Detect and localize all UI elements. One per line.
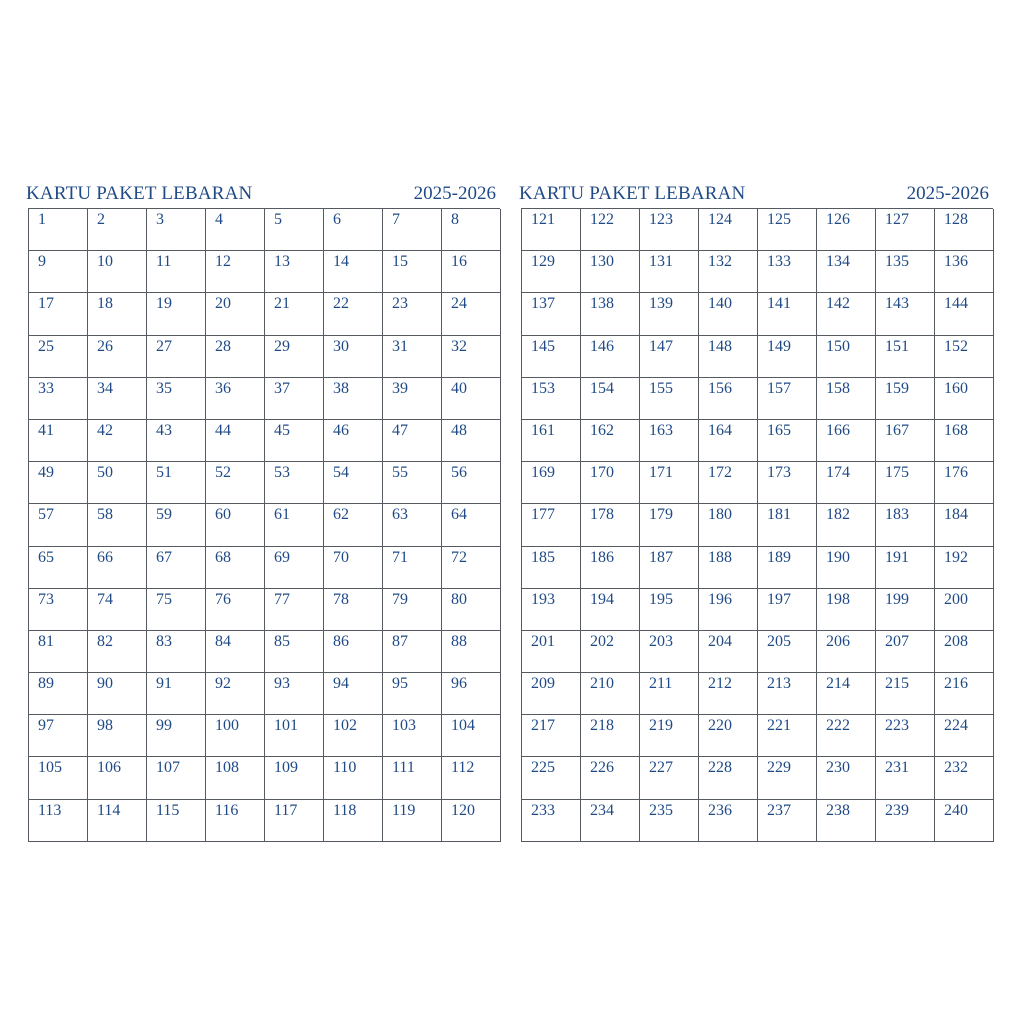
grid-cell: 55 [383,462,442,504]
grid-cell: 10 [88,251,147,293]
grid-cell: 32 [442,336,501,378]
grid-cell: 207 [876,631,935,673]
grid-cell: 31 [383,336,442,378]
grid-cell: 70 [324,547,383,589]
grid-cell: 91 [147,673,206,715]
grid-cell: 139 [640,293,699,335]
grid-cell: 151 [876,336,935,378]
grid-cell: 72 [442,547,501,589]
grid-cell: 11 [147,251,206,293]
grid-cell: 107 [147,757,206,799]
grid-cell: 8 [442,209,501,251]
grid-cell: 216 [935,673,994,715]
grid-cell: 47 [383,420,442,462]
grid-cell: 80 [442,589,501,631]
grid-cell: 90 [88,673,147,715]
grid-cell: 20 [206,293,265,335]
grid-cell: 78 [324,589,383,631]
card-left [26,181,500,819]
grid-cell: 138 [581,293,640,335]
grid-cell: 224 [935,715,994,757]
grid-cell: 67 [147,547,206,589]
grid-cell: 223 [876,715,935,757]
grid-cell: 170 [581,462,640,504]
grid-cell: 196 [699,589,758,631]
grid-cell: 29 [265,336,324,378]
grid-cell: 2 [88,209,147,251]
grid-cell: 56 [442,462,501,504]
grid-cell: 43 [147,420,206,462]
grid-cell: 145 [522,336,581,378]
grid-cell: 183 [876,504,935,546]
grid-cell: 68 [206,547,265,589]
grid-cell: 23 [383,293,442,335]
grid-cell: 218 [581,715,640,757]
grid-cell: 94 [324,673,383,715]
grid-cell: 35 [147,378,206,420]
grid-cell: 182 [817,504,876,546]
grid-cell: 18 [88,293,147,335]
grid-cell: 92 [206,673,265,715]
grid-cell: 65 [29,547,88,589]
grid-cell: 180 [699,504,758,546]
grid-cell: 148 [699,336,758,378]
grid-cell: 175 [876,462,935,504]
grid-cell: 17 [29,293,88,335]
grid-cell: 143 [876,293,935,335]
grid-cell: 199 [876,589,935,631]
grid-cell: 210 [581,673,640,715]
grid-cell: 132 [699,251,758,293]
grid-cell: 101 [265,715,324,757]
number-grid [28,208,500,842]
grid-cell: 93 [265,673,324,715]
grid-cell: 156 [699,378,758,420]
grid-cell: 189 [758,547,817,589]
grid-cell: 200 [935,589,994,631]
grid-cell: 53 [265,462,324,504]
grid-cell: 193 [522,589,581,631]
grid-cell: 169 [522,462,581,504]
grid-cell: 215 [876,673,935,715]
grid-cell: 227 [640,757,699,799]
grid-cell: 162 [581,420,640,462]
grid-cell: 155 [640,378,699,420]
grid-cell: 194 [581,589,640,631]
grid-cell: 58 [88,504,147,546]
grid-cell: 171 [640,462,699,504]
grid-cell: 13 [265,251,324,293]
card-header [26,181,500,207]
grid-cell: 167 [876,420,935,462]
grid-cell: 100 [206,715,265,757]
grid-cell: 77 [265,589,324,631]
grid-cell: 4 [206,209,265,251]
grid-cell: 217 [522,715,581,757]
grid-cell: 203 [640,631,699,673]
grid-cell: 59 [147,504,206,546]
grid-cell: 179 [640,504,699,546]
grid-cell: 236 [699,800,758,842]
grid-cell: 176 [935,462,994,504]
grid-cell: 154 [581,378,640,420]
grid-cell: 125 [758,209,817,251]
grid-cell: 52 [206,462,265,504]
grid-cell: 233 [522,800,581,842]
grid-cell: 186 [581,547,640,589]
grid-cell: 109 [265,757,324,799]
grid-cell: 118 [324,800,383,842]
grid-cell: 69 [265,547,324,589]
grid-cell: 50 [88,462,147,504]
grid-cell: 220 [699,715,758,757]
grid-cell: 27 [147,336,206,378]
grid-cell: 228 [699,757,758,799]
grid-cell: 42 [88,420,147,462]
grid-cell: 161 [522,420,581,462]
grid-cell: 195 [640,589,699,631]
grid-cell: 123 [640,209,699,251]
grid-cell: 204 [699,631,758,673]
grid-cell: 119 [383,800,442,842]
grid-cell: 105 [29,757,88,799]
grid-cell: 172 [699,462,758,504]
grid-cell: 197 [758,589,817,631]
grid-cell: 49 [29,462,88,504]
grid-cell: 45 [265,420,324,462]
grid-cell: 82 [88,631,147,673]
grid-cell: 174 [817,462,876,504]
grid-cell: 130 [581,251,640,293]
grid-cell: 153 [522,378,581,420]
grid-cell: 235 [640,800,699,842]
grid-cell: 225 [522,757,581,799]
grid-cell: 208 [935,631,994,673]
grid-cell: 64 [442,504,501,546]
grid-cell: 61 [265,504,324,546]
grid-cell: 117 [265,800,324,842]
grid-cell: 129 [522,251,581,293]
grid-cell: 95 [383,673,442,715]
grid-cell: 3 [147,209,206,251]
grid-cell: 21 [265,293,324,335]
grid-cell: 76 [206,589,265,631]
grid-cell: 168 [935,420,994,462]
grid-cell: 150 [817,336,876,378]
grid-cell: 38 [324,378,383,420]
grid-cell: 137 [522,293,581,335]
grid-cell: 190 [817,547,876,589]
grid-cell: 163 [640,420,699,462]
grid-cell: 6 [324,209,383,251]
grid-cell: 173 [758,462,817,504]
grid-cell: 198 [817,589,876,631]
grid-cell: 37 [265,378,324,420]
grid-cell: 75 [147,589,206,631]
grid-cell: 222 [817,715,876,757]
grid-cell: 192 [935,547,994,589]
grid-cell: 166 [817,420,876,462]
grid-cell: 229 [758,757,817,799]
grid-cell: 34 [88,378,147,420]
grid-cell: 96 [442,673,501,715]
grid-cell: 146 [581,336,640,378]
grid-cell: 81 [29,631,88,673]
grid-cell: 110 [324,757,383,799]
grid-cell: 121 [522,209,581,251]
grid-cell: 88 [442,631,501,673]
grid-cell: 25 [29,336,88,378]
grid-cell: 135 [876,251,935,293]
grid-cell: 136 [935,251,994,293]
grid-cell: 142 [817,293,876,335]
card-right [519,181,993,819]
grid-cell: 99 [147,715,206,757]
grid-cell: 134 [817,251,876,293]
grid-cell: 112 [442,757,501,799]
grid-cell: 111 [383,757,442,799]
grid-cell: 15 [383,251,442,293]
grid-cell: 226 [581,757,640,799]
grid-cell: 16 [442,251,501,293]
grid-cell: 106 [88,757,147,799]
grid-cell: 126 [817,209,876,251]
grid-cell: 14 [324,251,383,293]
grid-cell: 122 [581,209,640,251]
grid-cell: 83 [147,631,206,673]
grid-cell: 184 [935,504,994,546]
card-title: KARTU PAKET LEBARAN [519,183,746,204]
grid-cell: 209 [522,673,581,715]
grid-cell: 22 [324,293,383,335]
grid-cell: 178 [581,504,640,546]
grid-cell: 165 [758,420,817,462]
grid-cell: 133 [758,251,817,293]
grid-cell: 212 [699,673,758,715]
grid-cell: 54 [324,462,383,504]
grid-cell: 30 [324,336,383,378]
grid-cell: 187 [640,547,699,589]
grid-cell: 188 [699,547,758,589]
grid-cell: 41 [29,420,88,462]
card-year: 2025-2026 [413,183,496,204]
grid-cell: 219 [640,715,699,757]
grid-cell: 46 [324,420,383,462]
grid-cell: 63 [383,504,442,546]
grid-cell: 84 [206,631,265,673]
grid-cell: 48 [442,420,501,462]
grid-cell: 211 [640,673,699,715]
grid-cell: 160 [935,378,994,420]
grid-cell: 232 [935,757,994,799]
grid-cell: 213 [758,673,817,715]
grid-cell: 66 [88,547,147,589]
grid-cell: 147 [640,336,699,378]
grid-cell: 24 [442,293,501,335]
grid-cell: 89 [29,673,88,715]
grid-cell: 124 [699,209,758,251]
grid-cell: 108 [206,757,265,799]
grid-cell: 33 [29,378,88,420]
grid-cell: 1 [29,209,88,251]
grid-cell: 51 [147,462,206,504]
grid-cell: 181 [758,504,817,546]
grid-cell: 214 [817,673,876,715]
grid-cell: 239 [876,800,935,842]
grid-cell: 85 [265,631,324,673]
card-header [519,181,993,207]
number-grid [521,208,993,842]
grid-cell: 62 [324,504,383,546]
grid-cell: 205 [758,631,817,673]
grid-cell: 131 [640,251,699,293]
grid-cell: 9 [29,251,88,293]
grid-cell: 98 [88,715,147,757]
grid-cell: 28 [206,336,265,378]
grid-cell: 152 [935,336,994,378]
grid-cell: 86 [324,631,383,673]
grid-cell: 5 [265,209,324,251]
grid-cell: 231 [876,757,935,799]
grid-cell: 234 [581,800,640,842]
grid-cell: 202 [581,631,640,673]
grid-cell: 116 [206,800,265,842]
grid-cell: 103 [383,715,442,757]
grid-cell: 149 [758,336,817,378]
grid-cell: 128 [935,209,994,251]
card-title: KARTU PAKET LEBARAN [26,183,253,204]
grid-cell: 12 [206,251,265,293]
grid-cell: 36 [206,378,265,420]
grid-cell: 157 [758,378,817,420]
grid-cell: 57 [29,504,88,546]
grid-cell: 113 [29,800,88,842]
grid-cell: 74 [88,589,147,631]
grid-cell: 102 [324,715,383,757]
grid-cell: 230 [817,757,876,799]
grid-cell: 140 [699,293,758,335]
grid-cell: 120 [442,800,501,842]
grid-cell: 177 [522,504,581,546]
grid-cell: 26 [88,336,147,378]
grid-cell: 158 [817,378,876,420]
grid-cell: 191 [876,547,935,589]
grid-cell: 240 [935,800,994,842]
grid-cell: 238 [817,800,876,842]
grid-cell: 71 [383,547,442,589]
grid-cell: 221 [758,715,817,757]
grid-cell: 164 [699,420,758,462]
grid-cell: 60 [206,504,265,546]
grid-cell: 201 [522,631,581,673]
grid-cell: 159 [876,378,935,420]
grid-cell: 237 [758,800,817,842]
grid-cell: 115 [147,800,206,842]
grid-cell: 73 [29,589,88,631]
grid-cell: 141 [758,293,817,335]
card-year: 2025-2026 [906,183,989,204]
grid-cell: 104 [442,715,501,757]
grid-cell: 79 [383,589,442,631]
grid-cell: 87 [383,631,442,673]
grid-cell: 40 [442,378,501,420]
grid-cell: 19 [147,293,206,335]
grid-cell: 206 [817,631,876,673]
grid-cell: 97 [29,715,88,757]
grid-cell: 114 [88,800,147,842]
grid-cell: 7 [383,209,442,251]
grid-cell: 44 [206,420,265,462]
grid-cell: 144 [935,293,994,335]
grid-cell: 39 [383,378,442,420]
grid-cell: 127 [876,209,935,251]
grid-cell: 185 [522,547,581,589]
